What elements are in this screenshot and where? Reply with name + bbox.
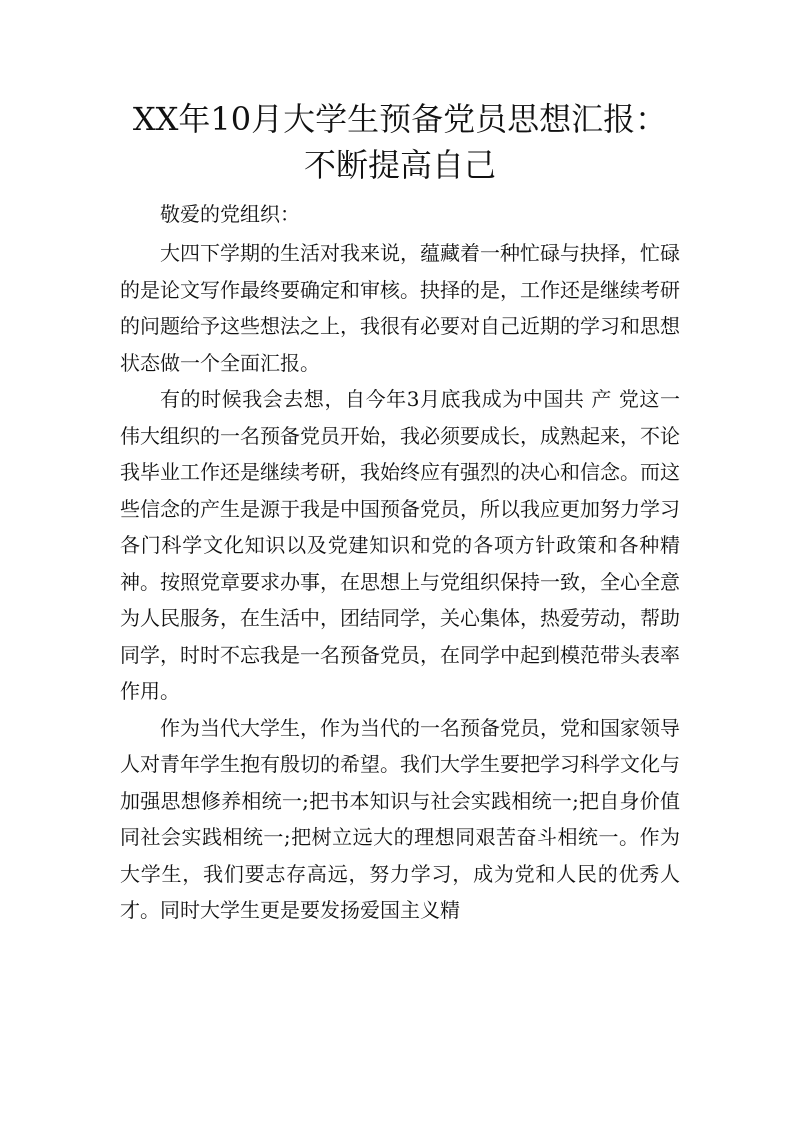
title-line-1: XX年10月大学生预备党员思想汇报：	[132, 100, 668, 138]
document-body	[120, 196, 680, 929]
paragraph-2: 有的时候我会去想，自今年3月底我成为中国共 产 党这一伟大组织的一名预备党员开始，我必须要成长，成熟起来，不论我毕业工作还是继续考研，我始终应有强烈的决心和信念。而这些信念的产生是源于我是中国预备党员，所以我应更加努力学习各门科学文化知识以及党建知识和党的各项方针政策和各种精神。按照党章要求办事，在思想上与党组织保持一致，全心全意为人民服务，在生活中，团结同学，关心集体，热爱劳动，帮助同学，时时不忘我是一名预备党员，在同学中起到模范带头表率作用。	[120, 387, 680, 703]
paragraph-3: 作为当代大学生，作为当代的一名预备党员，党和国家领导人对青年学生抱有殷切的希望。我们大学生要把学习科学文化与加强思想修养相统一;把书本知识与社会实践相统一;把自身价值同社会实践相统一;把树立远大的理想同艰苦奋斗相统一。作为大学生，我们要志存高远，努力学习，成为党和人民的优秀人才。同时大学生更是要发扬爱国主义精	[120, 715, 680, 922]
paragraph-1: 大四下学期的生活对我来说，蕴藏着一种忙碌与抉择，忙碌的是论文写作最终要确定和审核。抉择的是，工作还是继续考研的问题给予这些想法之上，我很有必要对自己近期的学习和思想状态做一个全面汇报。	[120, 241, 680, 375]
salutation: 敬爱的党组织：	[160, 202, 300, 226]
document-title	[100, 96, 700, 188]
title-line-2: 不断提高自己	[303, 146, 496, 184]
